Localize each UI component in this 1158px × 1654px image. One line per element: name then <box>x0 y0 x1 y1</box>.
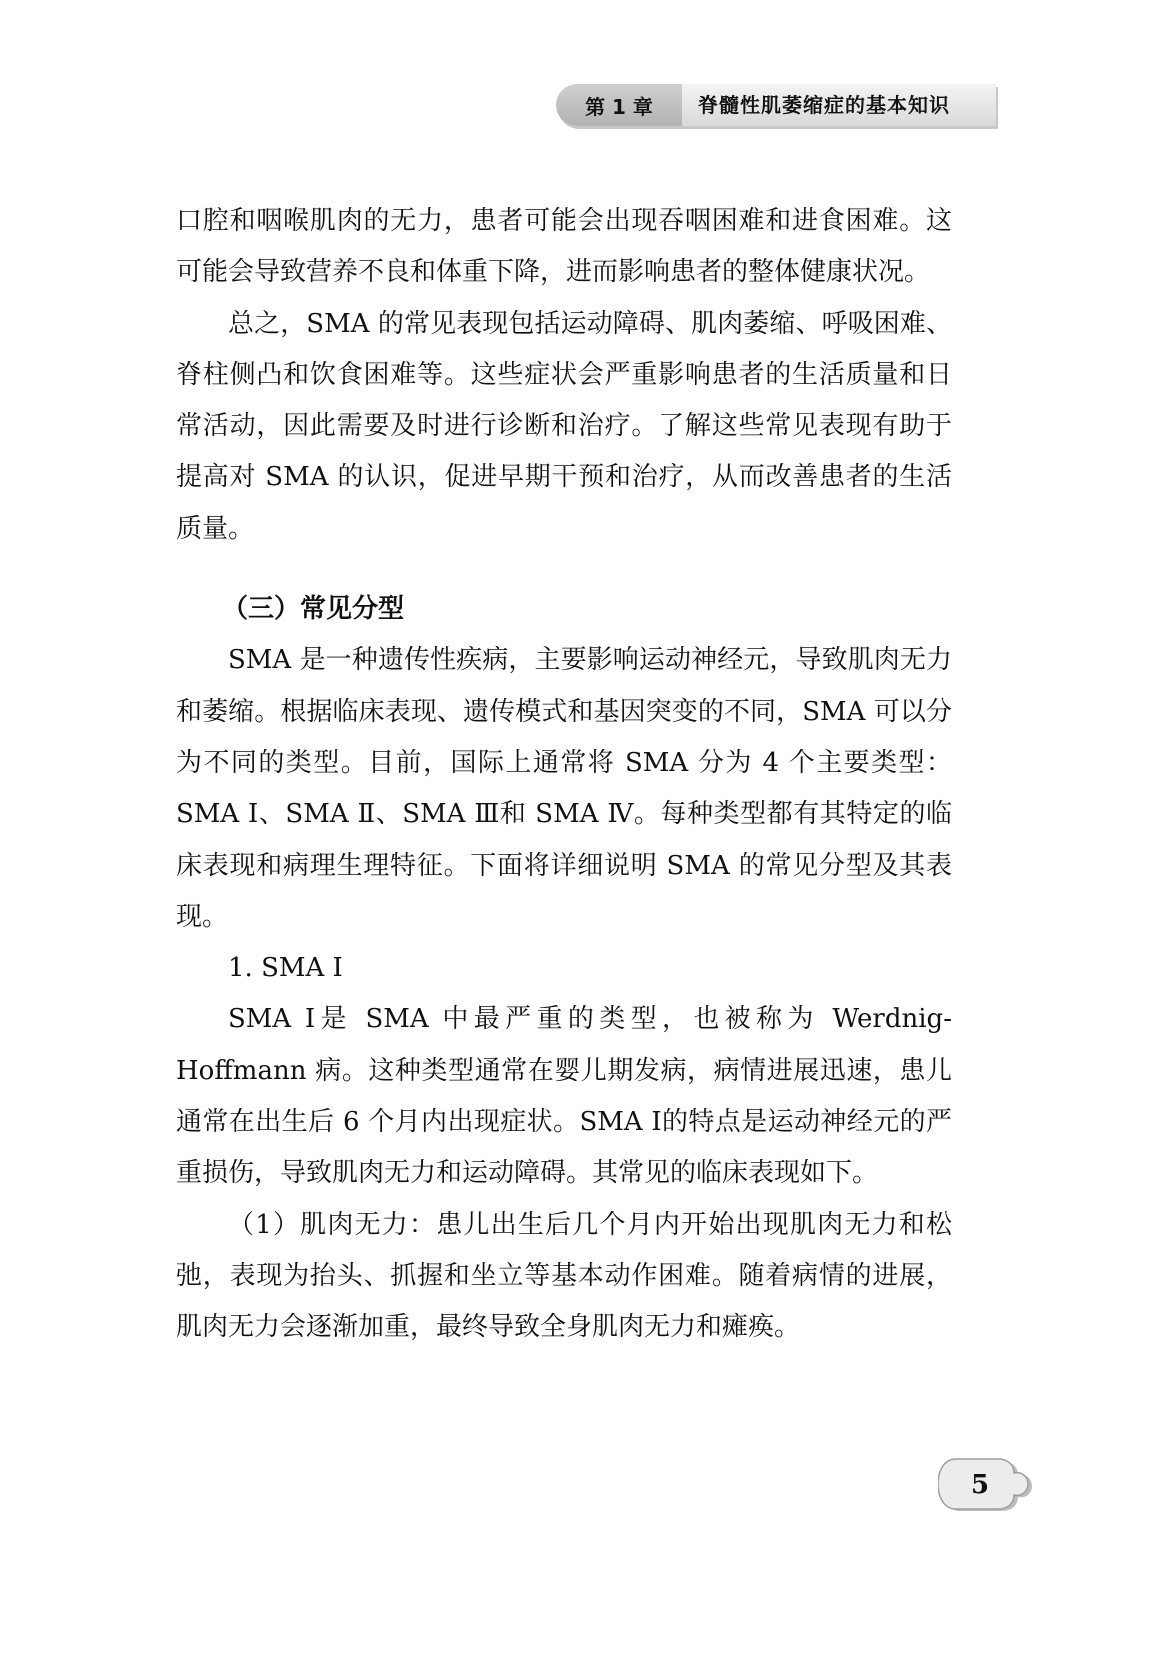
paragraph: 总之，SMA 的常见表现包括运动障碍、肌肉萎缩、呼吸困难、脊柱侧凸和饮食困难等。这些症状会严重影响患者的生活质量和日常活动，因此需要及时进行诊断和治疗。了解这些常见表现有助于提高对 SMA 的认识，促进早期干预和治疗，从而改善患者的生活质量。 <box>176 308 952 544</box>
page-number-badge <box>938 1455 1034 1515</box>
chapter-title: 脊髓性肌萎缩症的基本知识 <box>698 93 950 117</box>
paragraph: SMA 是一种遗传性疾病，主要影响运动神经元，导致肌肉无力和萎缩。根据临床表现、遗传模式和基因突变的不同，SMA 可以分为不同的类型。目前，国际上通常将 SMA 分为 4 个主要类型：SMA Ⅰ、SMA Ⅱ、SMA Ⅲ和 SMA Ⅳ。每种类型都有其特定的临床表现和病理生理特征。下面将详细说明 SMA 的常见分型及其表现。 <box>176 645 952 932</box>
subsection-heading: 1. SMA Ⅰ <box>228 953 343 984</box>
chapter-label: 第 1 章 <box>556 84 682 126</box>
paragraph: 口腔和咽喉肌肉的无力，患者可能会出现吞咽困难和进食困难。这可能会导致营养不良和体重下降，进而影响患者的整体健康状况。 <box>176 206 952 288</box>
paragraph: （1）肌肉无力：患儿出生后几个月内开始出现肌肉无力和松弛，表现为抬头、抓握和坐立等基本动作困难。随着病情的进展，肌肉无力会逐渐加重，最终导致全身肌肉无力和瘫痪。 <box>176 1209 952 1343</box>
paragraph: SMA Ⅰ是 SMA 中最严重的类型，也被称为 Werdnig-Hoffmann 病。这种类型通常在婴儿期发病，病情进展迅速，患儿通常在出生后 6 个月内出现症状。SMA Ⅰ的特点是运动神经元的严重损伤，导致肌肉无力和运动障碍。其常见的临床表现如下。 <box>176 1004 952 1189</box>
running-header <box>556 84 996 126</box>
section-heading: （三）常见分型 <box>222 594 405 625</box>
page-number: 5 <box>970 1470 990 1500</box>
body-text <box>176 196 952 1354</box>
